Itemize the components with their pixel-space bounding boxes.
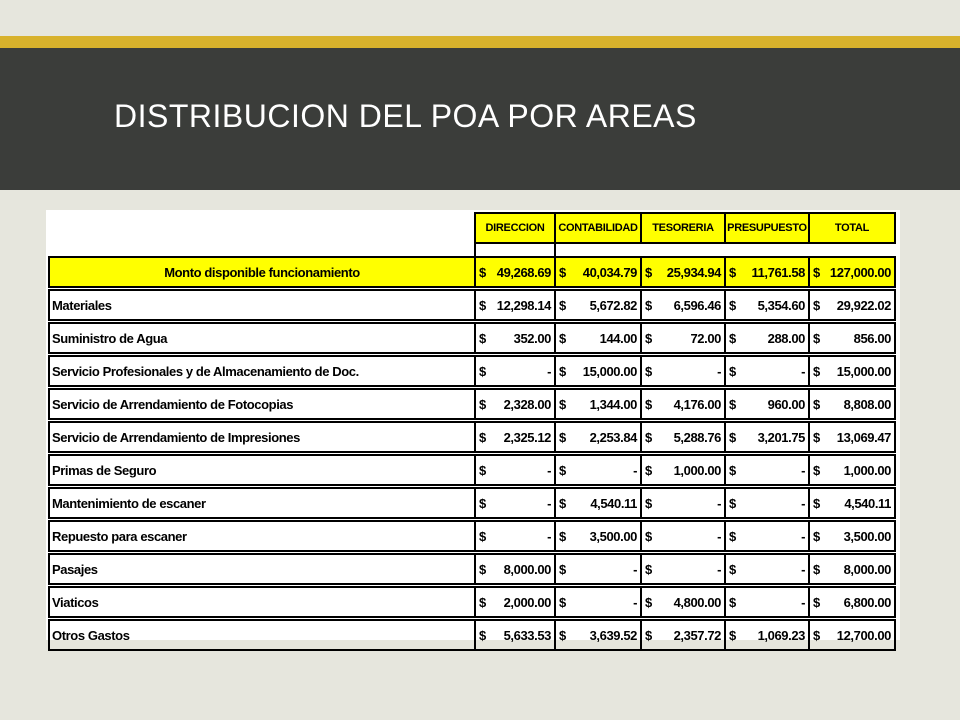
cell-value: 6,596.46 [657, 290, 725, 320]
currency-symbol: $ [809, 488, 825, 518]
cell-value: - [491, 488, 555, 518]
table-row [49, 521, 895, 551]
cell-value: - [741, 554, 809, 584]
currency-symbol: $ [725, 554, 741, 584]
table-row [49, 422, 895, 452]
cell-value: 72.00 [657, 323, 725, 353]
currency-symbol: $ [641, 587, 657, 617]
currency-symbol: $ [555, 323, 571, 353]
cell-value: 13,069.47 [825, 422, 895, 452]
accent-bar [0, 36, 960, 48]
currency-symbol: $ [809, 257, 825, 287]
currency-symbol: $ [641, 488, 657, 518]
currency-symbol: $ [725, 521, 741, 551]
row-label: Otros Gastos [49, 620, 475, 650]
currency-symbol: $ [725, 488, 741, 518]
row-label: Monto disponible funcionamiento [49, 257, 475, 287]
poa-table-image [46, 210, 900, 643]
cell-value: 5,672.82 [571, 290, 641, 320]
budget-table [48, 256, 896, 651]
top-strip [0, 0, 960, 36]
cell-value: - [741, 488, 809, 518]
column-header: TOTAL [809, 213, 895, 243]
cell-value: - [741, 356, 809, 386]
cell-value: 6,800.00 [825, 587, 895, 617]
available-amount-row [49, 257, 895, 287]
cell-value: 29,922.02 [825, 290, 895, 320]
currency-symbol: $ [475, 422, 491, 452]
currency-symbol: $ [809, 356, 825, 386]
currency-symbol: $ [809, 521, 825, 551]
cell-value: - [571, 554, 641, 584]
column-header: DIRECCION [475, 213, 555, 243]
currency-symbol: $ [475, 290, 491, 320]
currency-symbol: $ [725, 620, 741, 650]
table-row [49, 455, 895, 485]
cell-value: 11,761.58 [741, 257, 809, 287]
cell-value: 352.00 [491, 323, 555, 353]
row-label: Suministro de Agua [49, 323, 475, 353]
currency-symbol: $ [555, 356, 571, 386]
cell-value: - [571, 455, 641, 485]
currency-symbol: $ [641, 323, 657, 353]
row-label: Servicio de Arrendamiento de Impresiones [49, 422, 475, 452]
currency-symbol: $ [555, 455, 571, 485]
currency-symbol: $ [475, 620, 491, 650]
currency-symbol: $ [641, 290, 657, 320]
cell-value: 856.00 [825, 323, 895, 353]
cell-value: - [741, 587, 809, 617]
cell-value: 12,700.00 [825, 620, 895, 650]
row-label: Viaticos [49, 587, 475, 617]
currency-symbol: $ [809, 620, 825, 650]
cell-value: 4,540.11 [825, 488, 895, 518]
cell-value: - [741, 521, 809, 551]
table-row [49, 389, 895, 419]
cell-value: - [571, 587, 641, 617]
cell-value: 4,540.11 [571, 488, 641, 518]
slide-title: DISTRIBUCION DEL POA POR AREAS [114, 98, 697, 134]
cell-value: - [741, 455, 809, 485]
cell-value: 288.00 [741, 323, 809, 353]
currency-symbol: $ [475, 587, 491, 617]
cell-value: 25,934.94 [657, 257, 725, 287]
cell-value: 8,000.00 [825, 554, 895, 584]
currency-symbol: $ [725, 587, 741, 617]
row-label: Primas de Seguro [49, 455, 475, 485]
cell-value: 2,000.00 [491, 587, 555, 617]
row-label: Pasajes [49, 554, 475, 584]
cell-value: - [491, 356, 555, 386]
cell-value: 15,000.00 [825, 356, 895, 386]
cell-value: - [657, 521, 725, 551]
table-row [49, 488, 895, 518]
divider [554, 244, 556, 256]
cell-value: 15,000.00 [571, 356, 641, 386]
row-label: Repuesto para escaner [49, 521, 475, 551]
cell-value: 8,808.00 [825, 389, 895, 419]
currency-symbol: $ [641, 389, 657, 419]
cell-value: 127,000.00 [825, 257, 895, 287]
cell-value: 49,268.69 [491, 257, 555, 287]
currency-symbol: $ [641, 554, 657, 584]
cell-value: - [491, 521, 555, 551]
currency-symbol: $ [555, 620, 571, 650]
currency-symbol: $ [641, 521, 657, 551]
table-row [49, 554, 895, 584]
row-label: Servicio Profesionales y de Almacenamiento de Doc. [49, 356, 475, 386]
currency-symbol: $ [475, 323, 491, 353]
cell-value: 2,328.00 [491, 389, 555, 419]
cell-value: 3,500.00 [571, 521, 641, 551]
currency-symbol: $ [809, 554, 825, 584]
table-row [49, 587, 895, 617]
cell-value: - [491, 455, 555, 485]
currency-symbol: $ [641, 455, 657, 485]
table-row [49, 290, 895, 320]
row-label: Servicio de Arrendamiento de Fotocopias [49, 389, 475, 419]
cell-value: 5,354.60 [741, 290, 809, 320]
currency-symbol: $ [555, 554, 571, 584]
column-headers [474, 212, 896, 244]
column-header: TESORERIA [641, 213, 725, 243]
cell-value: 960.00 [741, 389, 809, 419]
currency-symbol: $ [555, 257, 571, 287]
cell-value: 12,298.14 [491, 290, 555, 320]
cell-value: 3,500.00 [825, 521, 895, 551]
cell-value: 1,000.00 [657, 455, 725, 485]
currency-symbol: $ [475, 356, 491, 386]
currency-symbol: $ [555, 290, 571, 320]
cell-value: 2,253.84 [571, 422, 641, 452]
currency-symbol: $ [725, 323, 741, 353]
cell-value: 144.00 [571, 323, 641, 353]
cell-value: 1,000.00 [825, 455, 895, 485]
currency-symbol: $ [475, 389, 491, 419]
currency-symbol: $ [555, 488, 571, 518]
currency-symbol: $ [475, 554, 491, 584]
cell-value: 1,069.23 [741, 620, 809, 650]
cell-value: - [657, 554, 725, 584]
currency-symbol: $ [641, 620, 657, 650]
currency-symbol: $ [809, 290, 825, 320]
currency-symbol: $ [641, 422, 657, 452]
cell-value: 40,034.79 [571, 257, 641, 287]
header-row [475, 213, 895, 243]
currency-symbol: $ [475, 521, 491, 551]
currency-symbol: $ [641, 356, 657, 386]
currency-symbol: $ [725, 389, 741, 419]
currency-symbol: $ [809, 389, 825, 419]
currency-symbol: $ [809, 422, 825, 452]
currency-symbol: $ [725, 257, 741, 287]
cell-value: 8,000.00 [491, 554, 555, 584]
currency-symbol: $ [475, 257, 491, 287]
cell-value: 4,800.00 [657, 587, 725, 617]
cell-value: 4,176.00 [657, 389, 725, 419]
column-header: CONTABILIDAD [555, 213, 641, 243]
table-row [49, 356, 895, 386]
row-label: Mantenimiento de escaner [49, 488, 475, 518]
currency-symbol: $ [555, 587, 571, 617]
cell-value: - [657, 488, 725, 518]
table-row [49, 620, 895, 650]
row-label: Materiales [49, 290, 475, 320]
currency-symbol: $ [725, 356, 741, 386]
currency-symbol: $ [555, 389, 571, 419]
currency-symbol: $ [725, 290, 741, 320]
currency-symbol: $ [809, 587, 825, 617]
cell-value: 5,288.76 [657, 422, 725, 452]
cell-value: 3,201.75 [741, 422, 809, 452]
divider [474, 244, 476, 256]
column-header: PRESUPUESTO [725, 213, 809, 243]
currency-symbol: $ [475, 488, 491, 518]
cell-value: 1,344.00 [571, 389, 641, 419]
cell-value: 5,633.53 [491, 620, 555, 650]
currency-symbol: $ [725, 455, 741, 485]
table-row [49, 323, 895, 353]
cell-value: 3,639.52 [571, 620, 641, 650]
currency-symbol: $ [809, 323, 825, 353]
cell-value: 2,357.72 [657, 620, 725, 650]
currency-symbol: $ [725, 422, 741, 452]
currency-symbol: $ [555, 422, 571, 452]
currency-symbol: $ [641, 257, 657, 287]
cell-value: - [657, 356, 725, 386]
currency-symbol: $ [555, 521, 571, 551]
cell-value: 2,325.12 [491, 422, 555, 452]
currency-symbol: $ [475, 455, 491, 485]
currency-symbol: $ [809, 455, 825, 485]
